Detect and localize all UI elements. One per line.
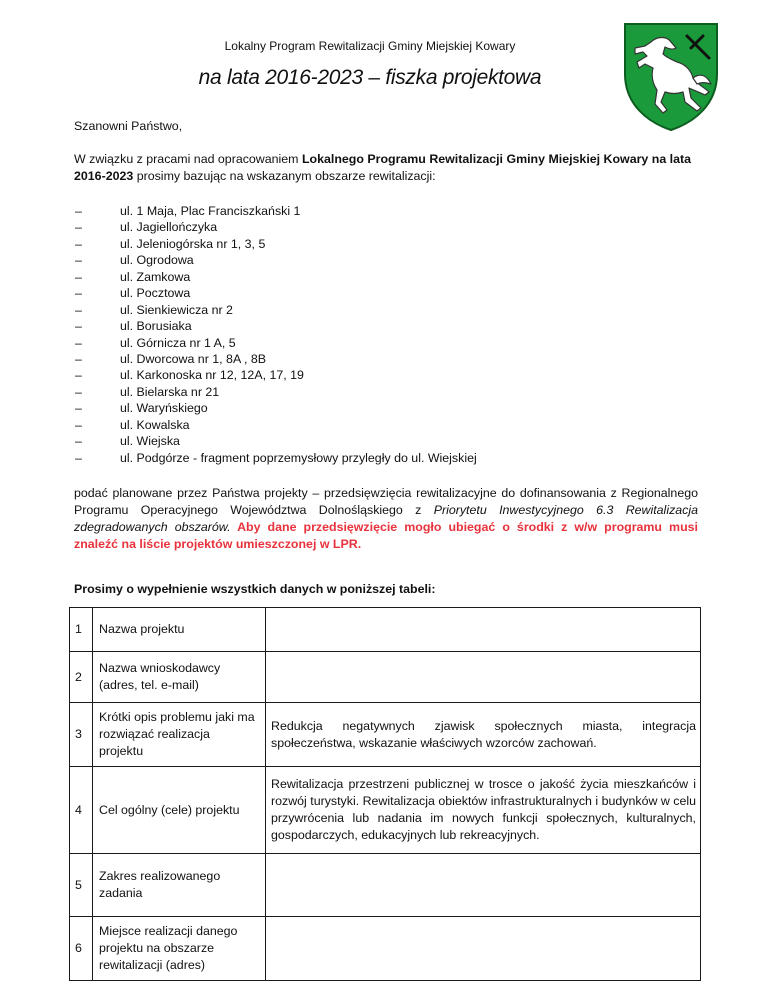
dash-bullet: – — [75, 417, 82, 432]
table-row — [70, 854, 701, 917]
row-label: Cel ogólny (cele) projektu — [93, 767, 266, 854]
street-item — [74, 433, 477, 449]
street-name: ul. Jagiellończyka — [120, 220, 218, 235]
dash-bullet: – — [75, 302, 82, 317]
dash-bullet: – — [75, 269, 82, 284]
row-number: 4 — [70, 767, 93, 854]
street-name: ul. Jeleniogórska nr 1, 3, 5 — [120, 236, 266, 251]
street-item — [74, 335, 477, 351]
dash-bullet: – — [75, 450, 82, 465]
street-list — [74, 203, 477, 466]
street-item — [74, 367, 477, 383]
table-row — [70, 703, 701, 767]
street-name: ul. Podgórze - fragment poprzemysłowy przyległy do ul. Wiejskiej — [120, 450, 477, 465]
table-row — [70, 917, 701, 981]
dash-bullet: – — [75, 434, 82, 449]
table-row — [70, 652, 701, 703]
row-value-field[interactable] — [266, 652, 701, 703]
street-item — [74, 417, 477, 433]
street-name: ul. Karkonoska nr 12, 12A, 17, 19 — [120, 368, 304, 383]
row-value-field[interactable]: Rewitalizacja przestrzeni publicznej w trosce o jakość życia mieszkańców i rozwój turystyki. Rewitalizacja obiektów infrastrukturalnych i budynków w celu przywrócenia lub nadania im nowych funkcji społecznych, kulturalnych, gospodarczych, edukacyjnych lub rekreacyjnych. — [266, 767, 701, 854]
greeting: Szanowni Państwo, — [74, 119, 183, 133]
street-name: ul. Kowalska — [120, 417, 190, 432]
row-number: 1 — [70, 608, 93, 652]
street-item — [74, 285, 477, 301]
row-label: Miejsce realizacji danego projektu na obszarze rewitalizacji (adres) — [93, 917, 266, 981]
table-row — [70, 608, 701, 652]
street-name: ul. Waryńskiego — [120, 401, 208, 416]
street-item — [74, 400, 477, 416]
table-row — [70, 767, 701, 854]
dash-bullet: – — [75, 368, 82, 383]
row-number: 6 — [70, 917, 93, 981]
street-item — [74, 219, 477, 235]
dash-bullet: – — [75, 335, 82, 350]
street-item — [74, 351, 477, 367]
street-item — [74, 236, 477, 252]
dash-bullet: – — [75, 319, 82, 334]
street-name: ul. Sienkiewicza nr 2 — [120, 302, 233, 317]
program-name: Lokalnego Programu Rewitalizacji Gminy Miejskiej Kowary na lata 2016-2023 — [74, 152, 691, 183]
street-name: ul. Dworcowa nr 1, 8A , 8B — [120, 351, 267, 366]
street-name: ul. Zamkowa — [120, 269, 191, 284]
row-value-field[interactable]: Redukcja negatywnych zjawisk społecznych miasta, integracja społeczeństwa, wskazanie właściwych wzorców zachowań. — [266, 703, 701, 767]
program-header: Lokalny Program Rewitalizacji Gminy Miejskiej Kowary — [224, 39, 516, 53]
project-form-table — [69, 607, 701, 981]
street-name: ul. Wiejska — [120, 434, 180, 449]
dash-bullet: – — [75, 384, 82, 399]
eligibility-warning: Aby dane przedsięwzięcie mogło ubiegać o środki z w/w programu musi znaleźć na liście projektów umieszczonej w LPR. — [74, 520, 698, 551]
row-number: 5 — [70, 854, 93, 917]
street-name: ul. Borusiaka — [120, 319, 192, 334]
row-label: Nazwa projektu — [93, 608, 266, 652]
row-value-field[interactable] — [266, 608, 701, 652]
table-prompt: Prosimy o wypełnienie wszystkich danych w poniższej tabeli: — [74, 582, 436, 596]
row-label: Krótki opis problemu jaki ma rozwiązać realizacja projektu — [93, 703, 266, 767]
row-value-field[interactable] — [266, 917, 701, 981]
street-name: ul. 1 Maja, Plac Franciszkański 1 — [120, 204, 301, 218]
street-name: ul. Pocztowa — [120, 286, 191, 301]
dash-bullet: – — [75, 286, 82, 301]
street-name: ul. Bielarska nr 21 — [120, 384, 220, 399]
street-item — [74, 203, 477, 219]
row-label: Zakres realizowanego zadania — [93, 854, 266, 917]
row-number: 2 — [70, 652, 93, 703]
row-number: 3 — [70, 703, 93, 767]
street-item — [74, 252, 477, 268]
street-item — [74, 450, 477, 466]
dash-bullet: – — [75, 236, 82, 251]
row-value-field[interactable] — [266, 854, 701, 917]
kowary-coat-of-arms — [621, 22, 721, 132]
street-item — [74, 384, 477, 400]
street-name: ul. Górnicza nr 1 A, 5 — [120, 335, 236, 350]
priority-name: Priorytetu Inwestycyjnego 6.3 Rewitalizacja zdegradowanych obszarów. — [74, 503, 698, 534]
instruction-paragraph: podać planowane przez Państwa projekty – przedsięwzięcia rewitalizacyjne do dofinansowania z Regionalnego Programu Operacyjnego Województwa Dolnośląskiego z Priorytetu Inwestycyjnego 6.3 Rewitalizacja zdegradowanych obszarów. Aby dane przedsięwzięcie mogło ubiegać o środki z w/w programu musi znaleźć na liście projektów umieszczonej w LPR. — [74, 486, 698, 551]
street-item — [74, 302, 477, 318]
dash-bullet: – — [75, 351, 82, 366]
dash-bullet: – — [75, 401, 82, 416]
dash-bullet: – — [75, 253, 82, 268]
street-item — [74, 318, 477, 334]
document-title: na lata 2016-2023 – fiszka projektowa — [198, 66, 542, 89]
street-name: ul. Ogrodowa — [120, 253, 194, 268]
intro-paragraph: W związku z pracami nad opracowaniem Lokalnego Programu Rewitalizacji Gminy Miejskiej Kowary na lata 2016-2023 prosimy bazując na wskazanym obszarze rewitalizacji: — [74, 152, 691, 183]
street-item — [74, 269, 477, 285]
dash-bullet: – — [75, 204, 82, 218]
dash-bullet: – — [75, 220, 82, 235]
row-label: Nazwa wnioskodawcy (adres, tel. e-mail) — [93, 652, 266, 703]
